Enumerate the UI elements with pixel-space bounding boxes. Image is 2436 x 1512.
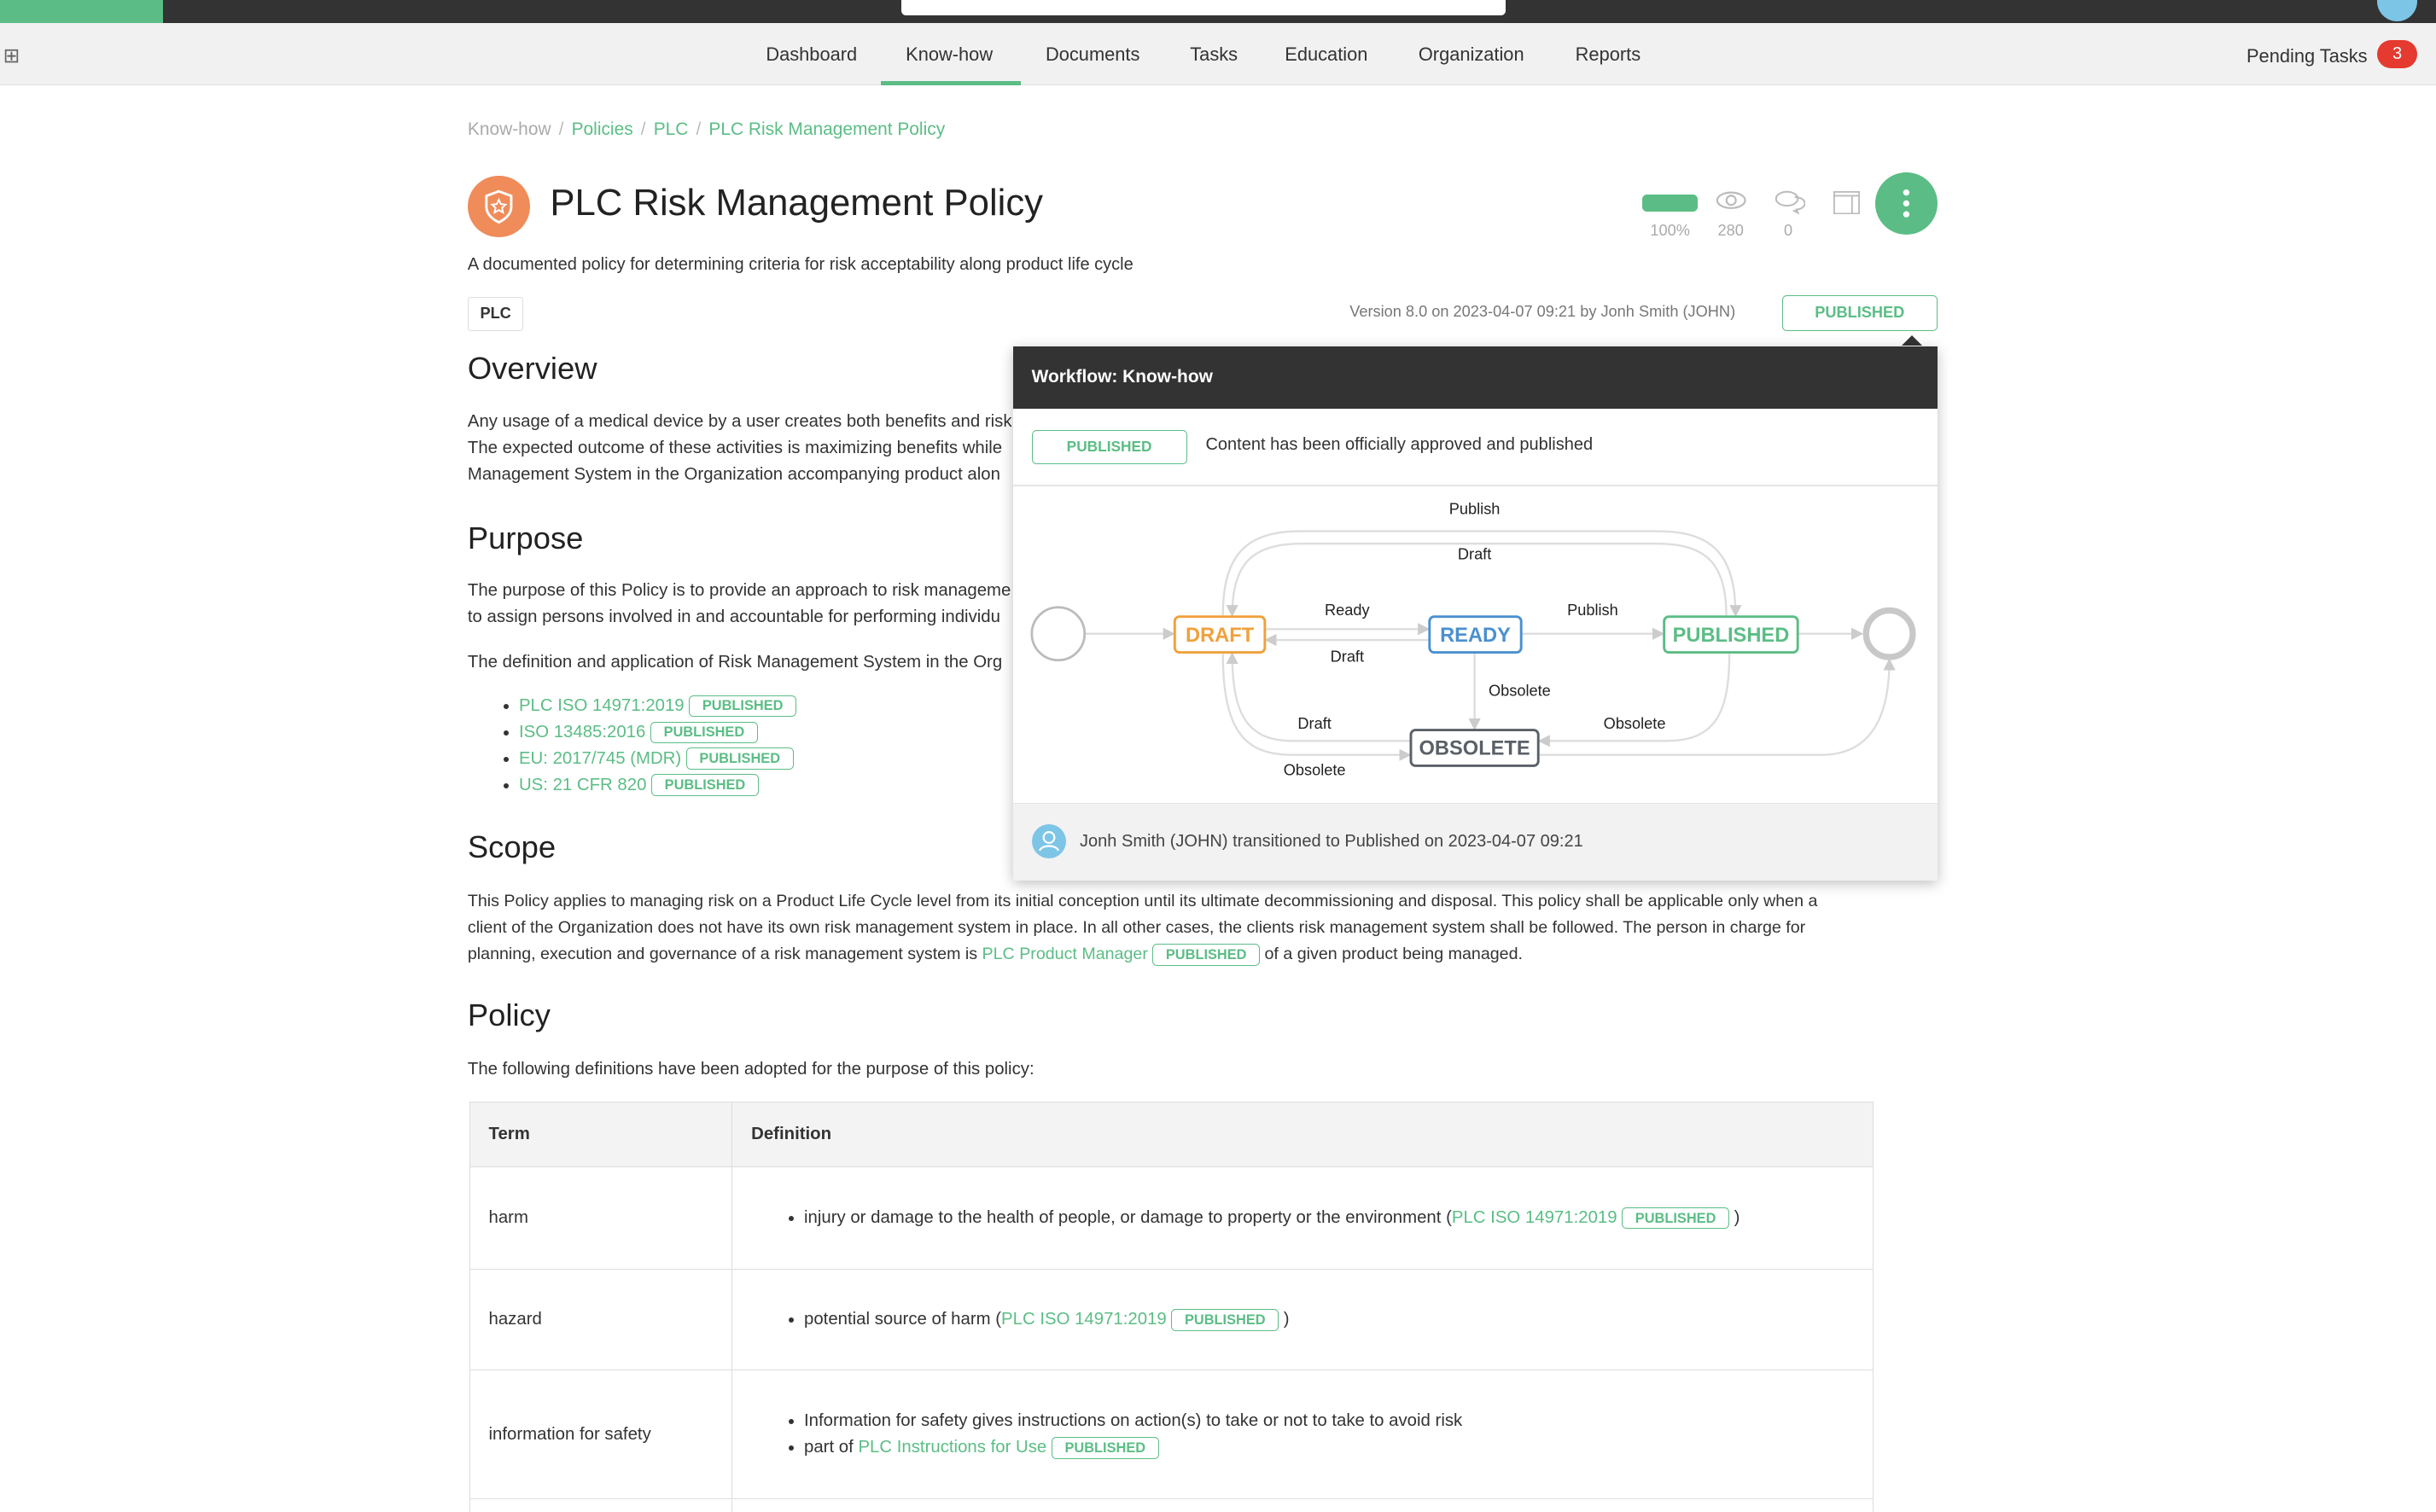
- text-line: Any usage of a medical device by a user creates both benefits and risk: [467, 411, 1012, 431]
- workflow-title: Workflow: Know-how: [1013, 346, 1938, 409]
- list-item: [804, 1309, 1854, 1331]
- state-draft-label: DRAFT: [1185, 624, 1254, 647]
- text-span: ): [1734, 1207, 1740, 1227]
- transition-label: Publish: [1566, 601, 1618, 619]
- more-options-button[interactable]: [1875, 172, 1938, 235]
- list-item: [519, 772, 796, 799]
- nav-tasks[interactable]: Tasks: [1190, 43, 1238, 65]
- state-ready-label: READY: [1439, 624, 1511, 647]
- scope-text: [468, 888, 1818, 968]
- nav-dashboard[interactable]: Dashboard: [766, 43, 858, 65]
- start-node: [1032, 608, 1085, 660]
- transition-label: Draft: [1330, 648, 1364, 666]
- transition-label: Obsolete: [1603, 714, 1666, 732]
- current-state-badge: PUBLISHED: [1032, 430, 1187, 464]
- product-manager-link[interactable]: PLC Product Manager: [982, 945, 1148, 964]
- table-header-row: [469, 1102, 1873, 1166]
- heading-policy: Policy: [467, 997, 551, 1032]
- purpose-text-2: The definition and application of Risk Management System in the Org: [467, 652, 1003, 672]
- text-line: This Policy applies to managing risk on a Product Life Cycle level from its initial conception until its ultimate decommissioning and disposal. This policy shall be applicable only when a: [467, 892, 1818, 911]
- search-input[interactable]: [901, 0, 1506, 15]
- end-node: [1866, 610, 1913, 657]
- transition-label: Obsolete: [1283, 761, 1346, 779]
- comments-count: 0: [1783, 222, 1793, 240]
- column-header-term: Term: [469, 1102, 732, 1166]
- layout-icon[interactable]: [1833, 191, 1860, 221]
- ref-link[interactable]: PLC Instructions for Use: [858, 1438, 1047, 1457]
- progress-label: 100%: [1650, 222, 1690, 240]
- purpose-text: [468, 578, 1011, 631]
- status-badge: PUBLISHED: [686, 747, 794, 770]
- status-button[interactable]: PUBLISHED: [1782, 295, 1938, 331]
- status-badge: PUBLISHED: [650, 722, 758, 744]
- ref-link[interactable]: US: 21 CFR 820: [518, 775, 647, 794]
- list-item: [804, 1207, 1854, 1230]
- text-line: The expected outcome of these activities is maximizing benefits while: [467, 438, 1003, 457]
- transition-label: Draft: [1457, 545, 1492, 563]
- current-state-description: Content has been officially approved and published: [1205, 434, 1594, 454]
- tag-plc[interactable]: PLC: [468, 297, 524, 331]
- status-badge: PUBLISHED: [1171, 1309, 1279, 1331]
- breadcrumb-plc[interactable]: PLC: [653, 119, 689, 140]
- text-line: [468, 941, 1818, 968]
- definition-cell: [732, 1166, 1874, 1269]
- heading-scope: Scope: [467, 829, 557, 864]
- status-badge: PUBLISHED: [651, 774, 759, 796]
- user-icon: [1032, 824, 1066, 858]
- text-line: client of the Organization does not have its own risk management system in place. In all other cases, the clients risk management system shall be followed. The person in charge for: [467, 918, 1806, 938]
- transition-label: Draft: [1297, 714, 1332, 732]
- breadcrumb: Know-how / Policies / PLC / PLC Risk Management Policy: [467, 119, 946, 140]
- workflow-diagram: [1013, 485, 1938, 803]
- active-tab-indicator: [881, 81, 1021, 85]
- text-line: Management System in the Organization accompanying product alon: [467, 464, 1000, 484]
- status-badge: PUBLISHED: [1622, 1207, 1729, 1230]
- text-line: The purpose of this Policy is to provide an approach to risk manageme: [467, 581, 1011, 601]
- apps-grid-icon[interactable]: ⊞: [3, 44, 20, 67]
- text-span: part of: [804, 1438, 859, 1457]
- text-span: of a given product being managed.: [1260, 945, 1523, 964]
- definition-cell: [732, 1499, 1874, 1512]
- transition-label: Publish: [1448, 500, 1501, 518]
- transition-label: Obsolete: [1488, 682, 1551, 700]
- ref-link[interactable]: EU: 2017/745 (MDR): [518, 748, 682, 768]
- page-description: A documented policy for determining criteria for risk acceptability along product life cycle: [467, 254, 1133, 274]
- eye-icon[interactable]: [1716, 189, 1746, 218]
- nav-education[interactable]: Education: [1285, 43, 1368, 65]
- views-count: 280: [1717, 222, 1744, 240]
- list-item: [519, 719, 796, 746]
- popup-caret: [1902, 335, 1922, 346]
- shield-icon: [468, 176, 530, 238]
- kebab-menu-icon: [1875, 172, 1938, 235]
- comments-icon[interactable]: [1775, 189, 1805, 221]
- edge-draft-obsolete: [1222, 654, 1408, 754]
- transition-history-text: Jonh Smith (JOHN) transitioned to Published on 2023-04-07 09:21: [1080, 831, 1583, 851]
- status-badge: PUBLISHED: [1152, 944, 1260, 966]
- list-item: [519, 693, 796, 719]
- text-span: potential source of harm (: [804, 1310, 1002, 1329]
- nav-documents[interactable]: Documents: [1045, 43, 1140, 65]
- reference-list: [519, 693, 796, 799]
- ref-link[interactable]: ISO 13485:2016: [518, 722, 646, 741]
- workflow-history: [1013, 803, 1938, 881]
- table-row: [469, 1499, 1873, 1512]
- ref-link[interactable]: PLC ISO 14971:2019: [518, 695, 685, 715]
- table-row: [469, 1270, 1873, 1370]
- text-line: to assign persons involved in and accountable for performing individu: [467, 608, 1000, 627]
- text-span: ): [1283, 1310, 1290, 1329]
- list-item: [519, 746, 796, 772]
- transition-label: Ready: [1324, 601, 1370, 619]
- overview-text: [468, 409, 1012, 488]
- definitions-table: [469, 1102, 1874, 1512]
- term-cell: harm: [469, 1166, 732, 1269]
- ref-link[interactable]: PLC ISO 14971:2019: [1451, 1207, 1617, 1227]
- nav-know-how[interactable]: Know-how: [906, 43, 994, 65]
- term-cell: hazard: [469, 1270, 732, 1370]
- version-info: Version 8.0 on 2023-04-07 09:21 by Jonh Smith (JOHN): [1349, 302, 1736, 320]
- status-badge: PUBLISHED: [689, 695, 796, 718]
- breadcrumb-current[interactable]: PLC Risk Management Policy: [708, 119, 946, 140]
- workflow-popup: [1013, 346, 1938, 881]
- progress-bar: [1642, 195, 1699, 212]
- table-row: [469, 1166, 1873, 1269]
- nav-organization[interactable]: Organization: [1418, 43, 1524, 65]
- page-title: PLC Risk Management Policy: [550, 181, 1044, 224]
- column-header-definition: Definition: [732, 1102, 1874, 1166]
- ref-link[interactable]: PLC ISO 14971:2019: [1001, 1310, 1167, 1329]
- term-cell: [469, 1499, 732, 1512]
- table-row: [469, 1370, 1873, 1499]
- brand-logo[interactable]: [0, 0, 163, 23]
- definition-cell: [732, 1270, 1874, 1370]
- heading-overview: Overview: [467, 351, 597, 387]
- policy-intro: The following definitions have been adopted for the purpose of this policy:: [467, 1059, 1034, 1079]
- text-span: injury or damage to the health of people, or damage to property or the environment (: [804, 1207, 1452, 1227]
- status-badge: PUBLISHED: [1052, 1437, 1159, 1459]
- list-item: [804, 1434, 1854, 1461]
- term-cell: information for safety: [469, 1370, 732, 1499]
- state-obsolete-label: OBSOLETE: [1419, 737, 1530, 760]
- definition-cell: [732, 1370, 1874, 1499]
- list-item: • Information for safety gives instructions on action(s) to take or not to take to avoid risk: [804, 1408, 1854, 1434]
- state-published-label: PUBLISHED: [1672, 624, 1790, 647]
- heading-purpose: Purpose: [467, 520, 584, 555]
- breadcrumb-policies[interactable]: Policies: [571, 119, 633, 140]
- pending-tasks-link[interactable]: Pending Tasks: [2247, 44, 2368, 67]
- breadcrumb-know-how[interactable]: Know-how: [467, 119, 551, 140]
- pending-tasks-count[interactable]: 3: [2377, 40, 2417, 68]
- text-span: planning, execution and governance of a risk management system is: [467, 945, 982, 964]
- nav-reports[interactable]: Reports: [1575, 43, 1641, 65]
